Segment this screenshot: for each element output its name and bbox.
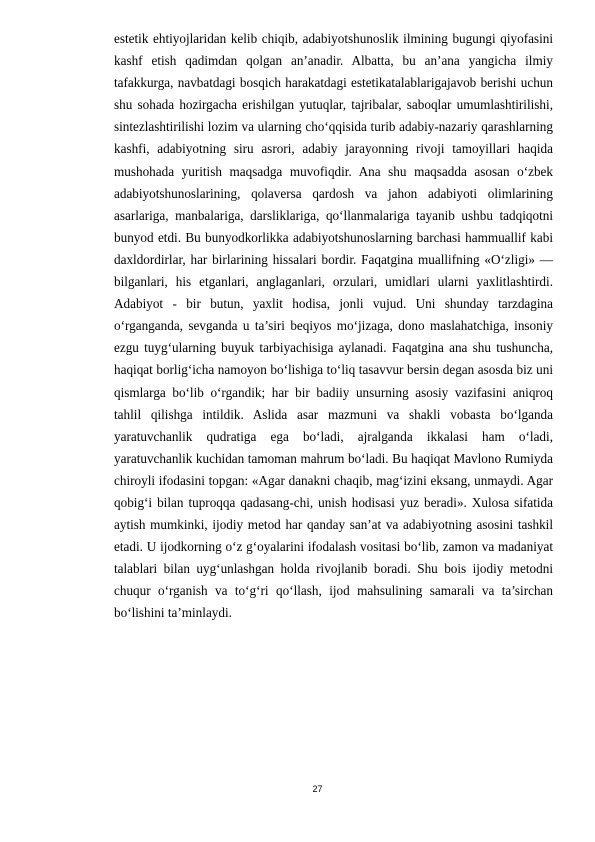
body-paragraph: estetik ehtiyojlaridan kelib chiqib, adabiyotshunoslik ilmining bugungi qiyofasini kashf etish qadimdan qolgan an’anadir. Albatta, bu an’ana yangicha ilmiy tafakkurga, navbatdagi bosqich harakatdagi estetikatalablarigajavob berishi uchun shu sohada hozirgacha erishilgan yutuqlar, tajribalar, saboqlar umumlashtirilishi, sintezlashtirilishi lozim va ularning cho‘qqisida turib adabiy-nazariy qarashlarning kashfi, adabiyotning siru asrori, adabiy jarayonning rivoji tamoyillari haqida mushohada yuritish maqsadga muvofiqdir. Ana shu maqsadda asosan o‘zbek adabiyotshunoslarining, qolaversa qardosh va jahon adabiyoti olimlarining asarlariga, manbalariga, darsliklariga, qo‘llanmalariga tayanib ushbu tadqiqotni bunyod etdi. Bu bunyodkorlikka adabiyotshunoslarning barchasi hammuallif kabi daxldordirlar, har birlarining hissalari bordir. Faqatgina muallifning «O‘zligi» — bilganlari, his etganlari, anglaganlari, orzulari, umidlari ularni yaxlitlashtirdi. Adabiyot - bir butun, yaxlit hodisa, jonli vujud. Uni shunday tarzdagina o‘rganganda, sevganda u ta’siri beqiyos mo‘jizaga, dono maslahatchiga, insoniy ezgu tuyg‘ularning buyuk tarbiyachisiga aylanadi. Faqatgina ana shu tushuncha, haqiqat borlig‘icha namoyon bo‘lishiga to‘liq tasavvur bersin degan asosda biz uni qismlarga bo‘lib o‘rgandik; har bir badiiy unsurning asosiy vazifasini aniqroq tahlil qilishga intildik. Aslida asar mazmuni va shakli vobasta bo‘lganda yaratuvchanlik qudratiga ega bo‘ladi, ajralganda ikkalasi ham o‘ladi, yaratuvchanlik kuchidan tamoman mahrum bo‘ladi. Bu haqiqat Mavlono Rumiyda chiroyli ifodasini topgan: «Agar danakni chaqib, mag‘izini eksang, unmaydi. Agar qobig‘i bilan tuproqqa qadasang-chi, unish hodisasi yuz beradi». Xulosa sifatida aytish mumkinki, ijodiy metod har qanday san’at va adabiyotning asosini tashkil etadi. U ijodkorning o‘z g‘oyalarini ifodalash vositasi bo‘lib, zamon va madaniyat talablari bilan uyg‘unlashgan holda rivojlanib boradi. Shu bois ijodiy metodni chuqur o‘rganish va to‘g‘ri qo‘llash, ijod mahsulining samarali va ta’sirchan bo‘lishini ta’minlaydi.: [114, 31, 553, 621]
page-number: 27: [312, 784, 323, 794]
